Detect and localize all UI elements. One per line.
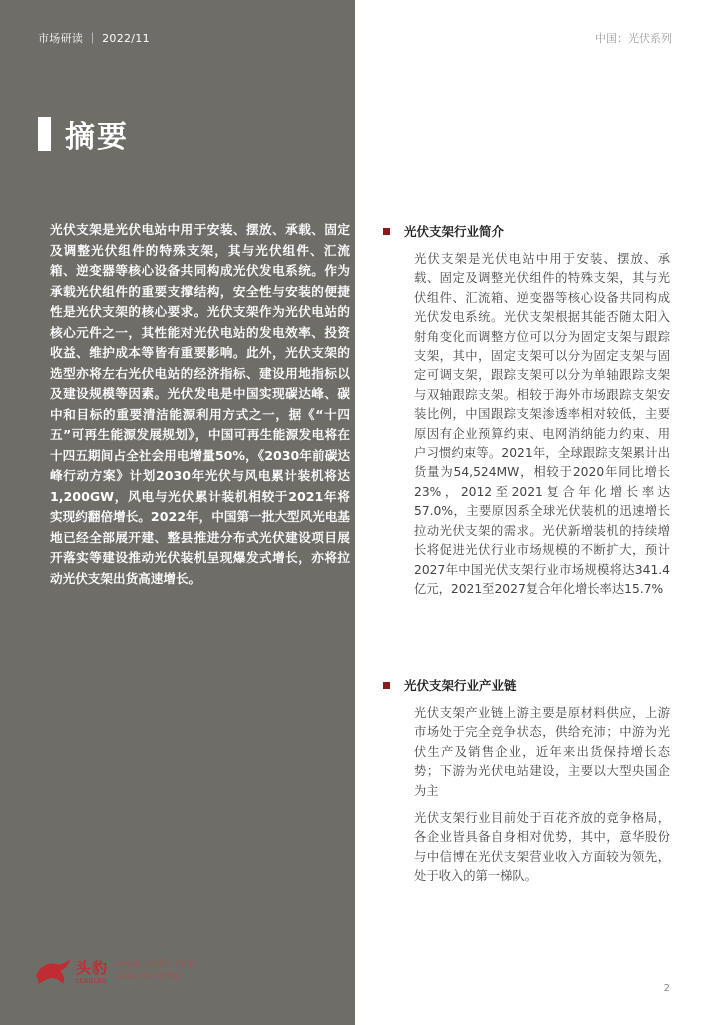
leopard-logo-icon	[34, 956, 72, 986]
summary-body: 光伏支架是光伏电站中用于安装、摆放、承载、固定及调整光伏组件的特殊支架，其与光伏组件、汇流箱、逆变器等核心设备共同构成光伏发电系统。作为承载光伏组件的重要支撑结构，安全性与安装的便捷性是光伏支架的核心要求。光伏支架作为光伏电站的核心元件之一，其性能对光伏电站的发电效率、投资收益、维护成本等皆有重要影响。此外，光伏支架的选型亦将左右光伏电站的经济指标、建设用地指标以及建设规模等因素。光伏发电是中国实现碳达峰、碳中和目标的重要清洁能源利用方式之一，据《“十四五”可再生能源发展规划》，中国可再生能源发电将在十四五期间占全社会用电增量50%，《2030年前碳达峰行动方案》计划2030年光伏与风电累计装机将达1,200GW，风电与光伏累计装机相较于2021年将实现约翻倍增长。2022年，中国第一批大型风光电基地已经全部展开建、整县推进分布式光伏建设项目展开落实等建设推动光伏装机呈现爆发式增长，亦将拉动光伏支架出货高速增长。	[50, 222, 350, 586]
summary-title: 摘要	[65, 120, 129, 155]
logo-subtitle: LEADLEO	[76, 978, 108, 985]
brand-logo	[34, 956, 195, 986]
section-paragraph: 光伏支架行业目前处于百花齐放的竞争格局，各企业皆具备自身相对优势，其中，意华股份与中信博在光伏支架营业收入方面较为领先，处于收入的第一梯队。	[414, 811, 670, 884]
section-industry-intro	[383, 222, 673, 607]
square-bullet-icon	[383, 682, 390, 689]
section-header	[383, 222, 673, 240]
section-industry-chain	[383, 676, 673, 895]
logo-phone: 400-072-5588	[116, 972, 180, 982]
title-bar-decoration	[38, 117, 51, 151]
report-type-date: 市场研读 ｜ 2022/11	[38, 32, 150, 45]
section-title: 光伏支架行业简介	[404, 224, 505, 239]
section-header	[383, 676, 673, 694]
section-paragraph: 光伏支架是光伏电站中用于安装、摆放、承载、固定及调整光伏组件的特殊支架，其与光伏组件、汇流箱、逆变器等核心设备共同构成光伏发电系统。光伏支架根据其能否随太阳入射角变化而调整方位可以分为固定支架与跟踪支架，其中，固定支架可以分为固定支架与固定可调支架，跟踪支架可以分为单轴跟踪支架与双轴跟踪支架。相较于海外市场跟踪支架安装比例，中国跟踪支架渗透率相对较低，主要原因有企业预算约束、电网消纳能力约束、用户习惯约束等。2021年，全球跟踪支架累计出货量为54,524MW，相较于2020年同比增长23%，2012至2021复合年化增长率达57.0%，主要原因系全球光伏装机的迅速增长拉动光伏支架的需求。光伏新增装机的持续增长将促进光伏行业市场规模的不断扩大，预计2027年中国光伏支架行业市场规模将达341.4亿元，2021至2027复合年化增长率达15.7%	[414, 252, 670, 596]
logo-name: 头豹	[76, 959, 109, 977]
logo-website: www.leadleo.com	[116, 959, 195, 969]
square-bullet-icon	[383, 228, 390, 235]
summary-heading	[38, 112, 129, 156]
logo-contact	[116, 958, 195, 984]
section-title: 光伏支架行业产业链	[404, 678, 517, 693]
logo-text	[76, 957, 108, 985]
section-paragraph: 光伏支架产业链上游主要是原材料供应，上游市场处于完全竞争状态，供给充沛；中游为光伏生产及销售企业，近年来出货保持增长态势；下游为光伏电站建设，主要以大型央国企为主	[414, 706, 670, 798]
report-series: 中国：光伏系列	[595, 32, 672, 45]
page-number: 2	[663, 983, 670, 994]
